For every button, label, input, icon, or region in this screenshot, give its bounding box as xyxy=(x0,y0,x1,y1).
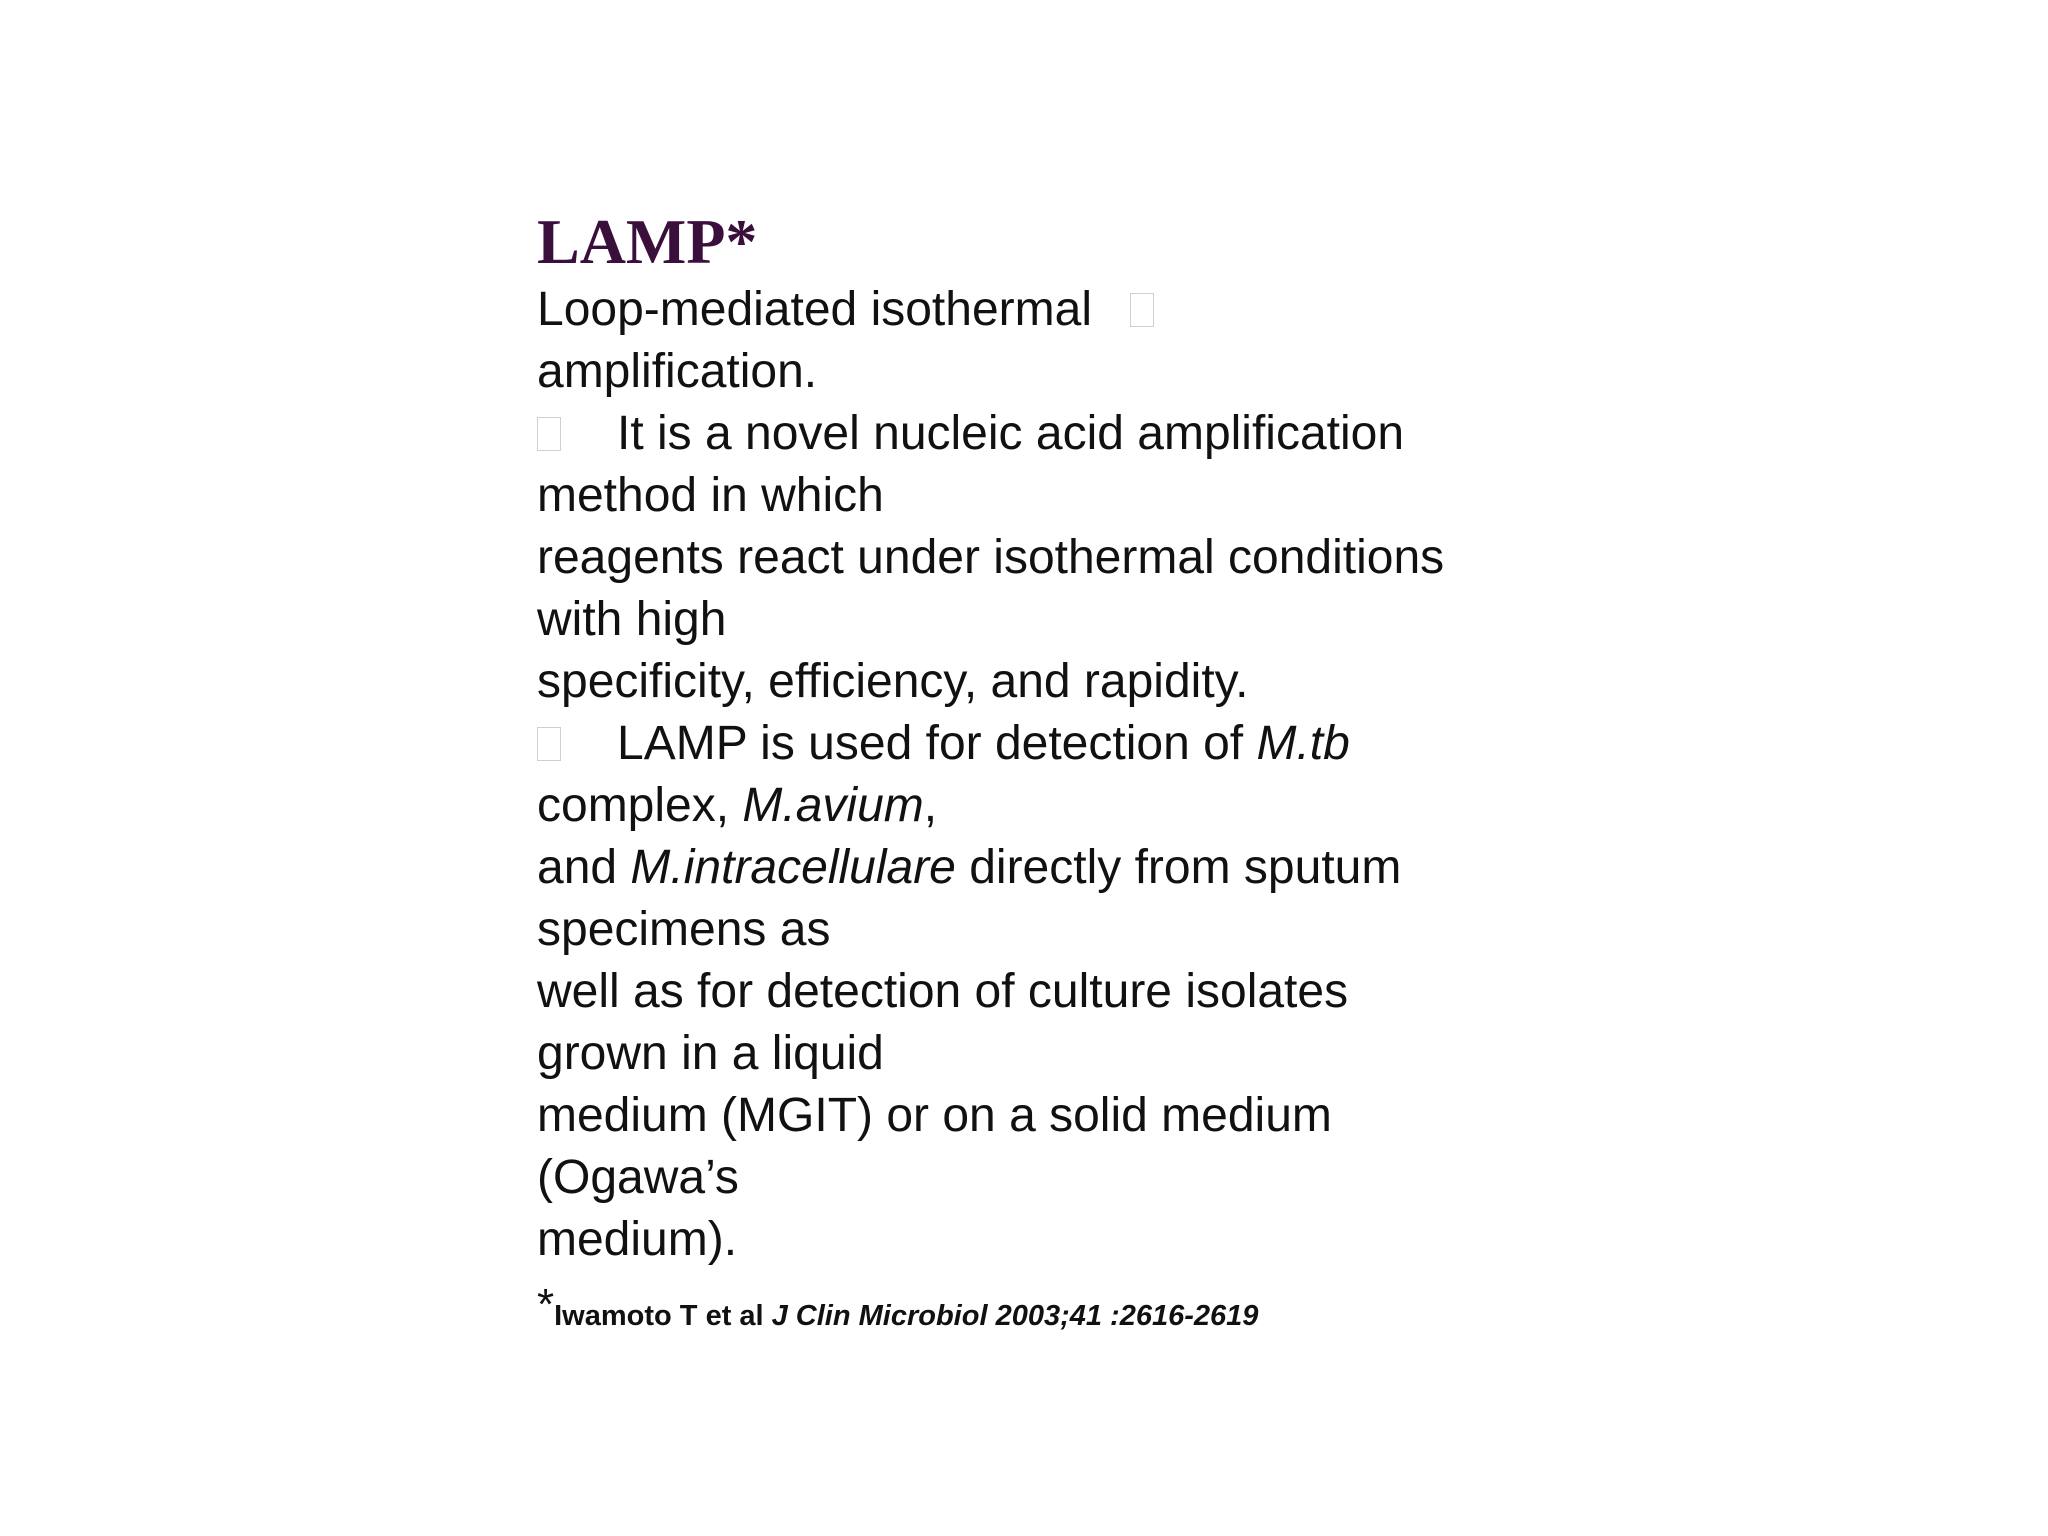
body-line-16 xyxy=(537,1209,1537,1271)
bullet-line-2 xyxy=(537,713,1537,775)
body-text: medium (MGIT) or on a solid medium xyxy=(537,1089,1332,1142)
body-text: medium). xyxy=(537,1213,738,1266)
body-text: , xyxy=(923,779,938,832)
body-line-1 xyxy=(537,279,1537,341)
body-line-13 xyxy=(537,1023,1537,1085)
body-line-12 xyxy=(537,961,1537,1023)
body-text: specificity, efficiency, and rapidity. xyxy=(537,655,1249,708)
bullet-line-1 xyxy=(537,403,1537,465)
citation xyxy=(537,1280,1537,1336)
body-line-2 xyxy=(537,341,1537,403)
missing-glyph-icon xyxy=(1130,293,1154,327)
body-text: and xyxy=(537,841,631,894)
organism-name: M.intracellulare xyxy=(630,841,956,894)
body-text: (Ogawa’s xyxy=(537,1151,739,1204)
body-text: amplification. xyxy=(537,345,818,398)
citation-journal: J Clin Microbiol 2003;41 :2616-2619 xyxy=(771,1300,1259,1332)
body-line-15 xyxy=(537,1147,1537,1209)
body-line-14 xyxy=(537,1085,1537,1147)
body-line-10 xyxy=(537,837,1537,899)
body-text: well as for detection of culture isolates xyxy=(537,965,1349,1018)
bullet-icon xyxy=(537,727,561,761)
body-line-4 xyxy=(537,465,1537,527)
citation-authors: Iwamoto T et al xyxy=(554,1300,764,1332)
slide-title: LAMP* xyxy=(537,206,758,277)
body-text: LAMP is used for detection of xyxy=(617,717,1257,770)
body-text: specimens as xyxy=(537,903,831,956)
body-text: complex, xyxy=(537,779,743,832)
body-text: grown in a liquid xyxy=(537,1027,884,1080)
organism-name: M.tb xyxy=(1256,717,1350,770)
slide-content xyxy=(537,205,1537,1336)
body-line-11 xyxy=(537,899,1537,961)
body-text: with high xyxy=(537,593,727,646)
body-line-5 xyxy=(537,527,1537,589)
body-text: It is a novel nucleic acid amplification xyxy=(617,407,1405,460)
body-line-6 xyxy=(537,589,1537,651)
body-text: reagents react under isothermal conditions xyxy=(537,531,1445,584)
body-line-7 xyxy=(537,651,1537,713)
body-text: Loop-mediated isothermal xyxy=(537,283,1092,336)
citation-asterisk: * xyxy=(537,1280,555,1329)
organism-name: M.avium xyxy=(742,779,924,832)
body-text: method in which xyxy=(537,469,884,522)
bullet-icon xyxy=(537,417,561,451)
body-line-9 xyxy=(537,775,1537,837)
body-text: directly from sputum xyxy=(955,841,1402,894)
